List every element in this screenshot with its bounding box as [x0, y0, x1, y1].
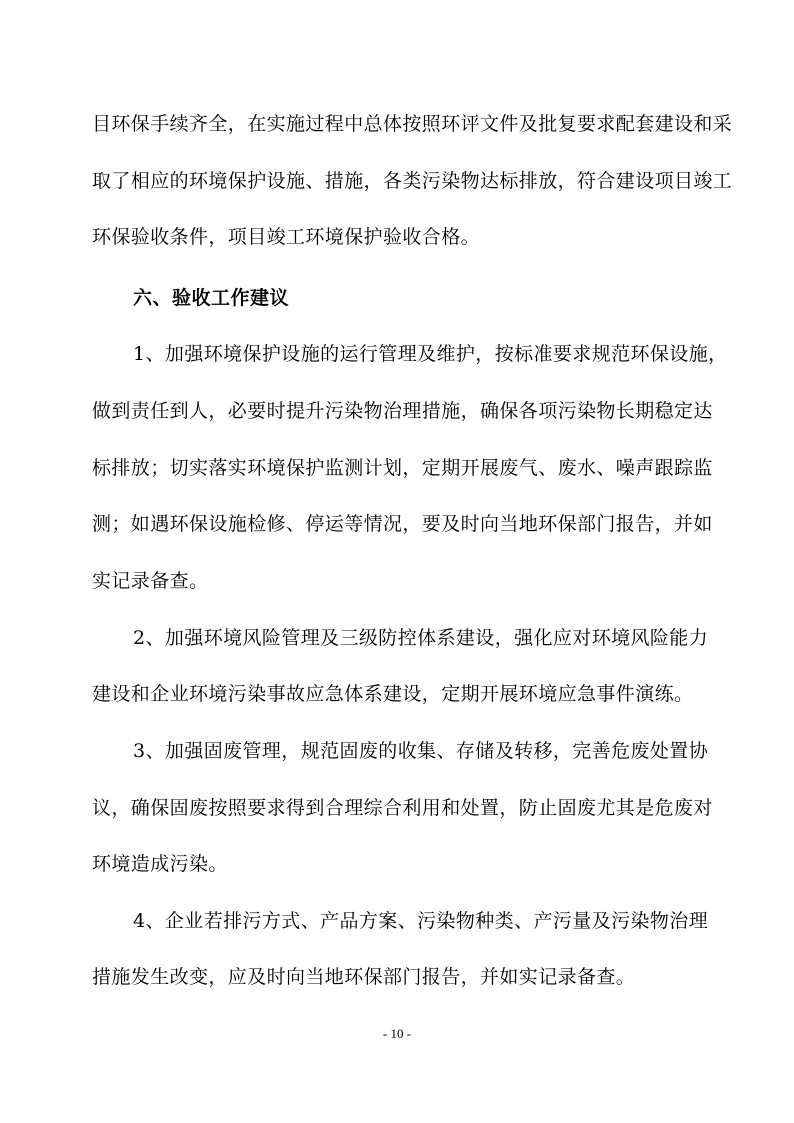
paragraph-line: 2、加强环境风险管理及三级防控体系建设，强化应对环境风险能力 — [133, 627, 709, 649]
paragraph-line: 3、加强固废管理，规范固废的收集、存储及转移，完善危废处置协 — [133, 740, 709, 762]
paragraph-line: 建设和企业环境污染事故应急体系建设，定期开展环境应急事件演练。 — [92, 683, 694, 705]
paragraph-line: 环境造成污染。 — [92, 853, 228, 875]
paragraph-line: 议，确保固废按照要求得到合理综合利用和处置，防止固废尤其是危废对 — [92, 797, 713, 819]
paragraph-line: 措施发生改变，应及时向当地环保部门报告，并如实记录备查。 — [92, 966, 636, 988]
paragraph-line: 取了相应的环境保护设施、措施，各类污染物达标排放，符合建设项目竣工 — [92, 170, 733, 192]
paragraph-line: 测；如遇环保设施检修、停运等情况，要及时向当地环保部门报告，并如 — [92, 513, 713, 535]
paragraph-line: 标排放；切实落实环境保护监测计划，定期开展废气、废水、噪声跟踪监 — [92, 457, 713, 479]
paragraph-line: 4、企业若排污方式、产品方案、污染物种类、产污量及污染物治理 — [133, 910, 709, 932]
page-number: - 10 - — [382, 1026, 412, 1041]
paragraph-line: 做到责任到人，必要时提升污染物治理措施，确保各项污染物长期稳定达 — [92, 400, 713, 422]
paragraph-line: 1、加强环境保护设施的运行管理及维护，按标准要求规范环保设施， — [133, 343, 728, 365]
paragraph-line: 目环保手续齐全，在实施过程中总体按照环评文件及批复要求配套建设和采 — [92, 113, 733, 135]
paragraph-line: 实记录备查。 — [92, 570, 209, 592]
section-heading: 六、验收工作建议 — [133, 287, 290, 309]
paragraph-line: 环保验收条件，项目竣工环境保护验收合格。 — [92, 226, 481, 248]
